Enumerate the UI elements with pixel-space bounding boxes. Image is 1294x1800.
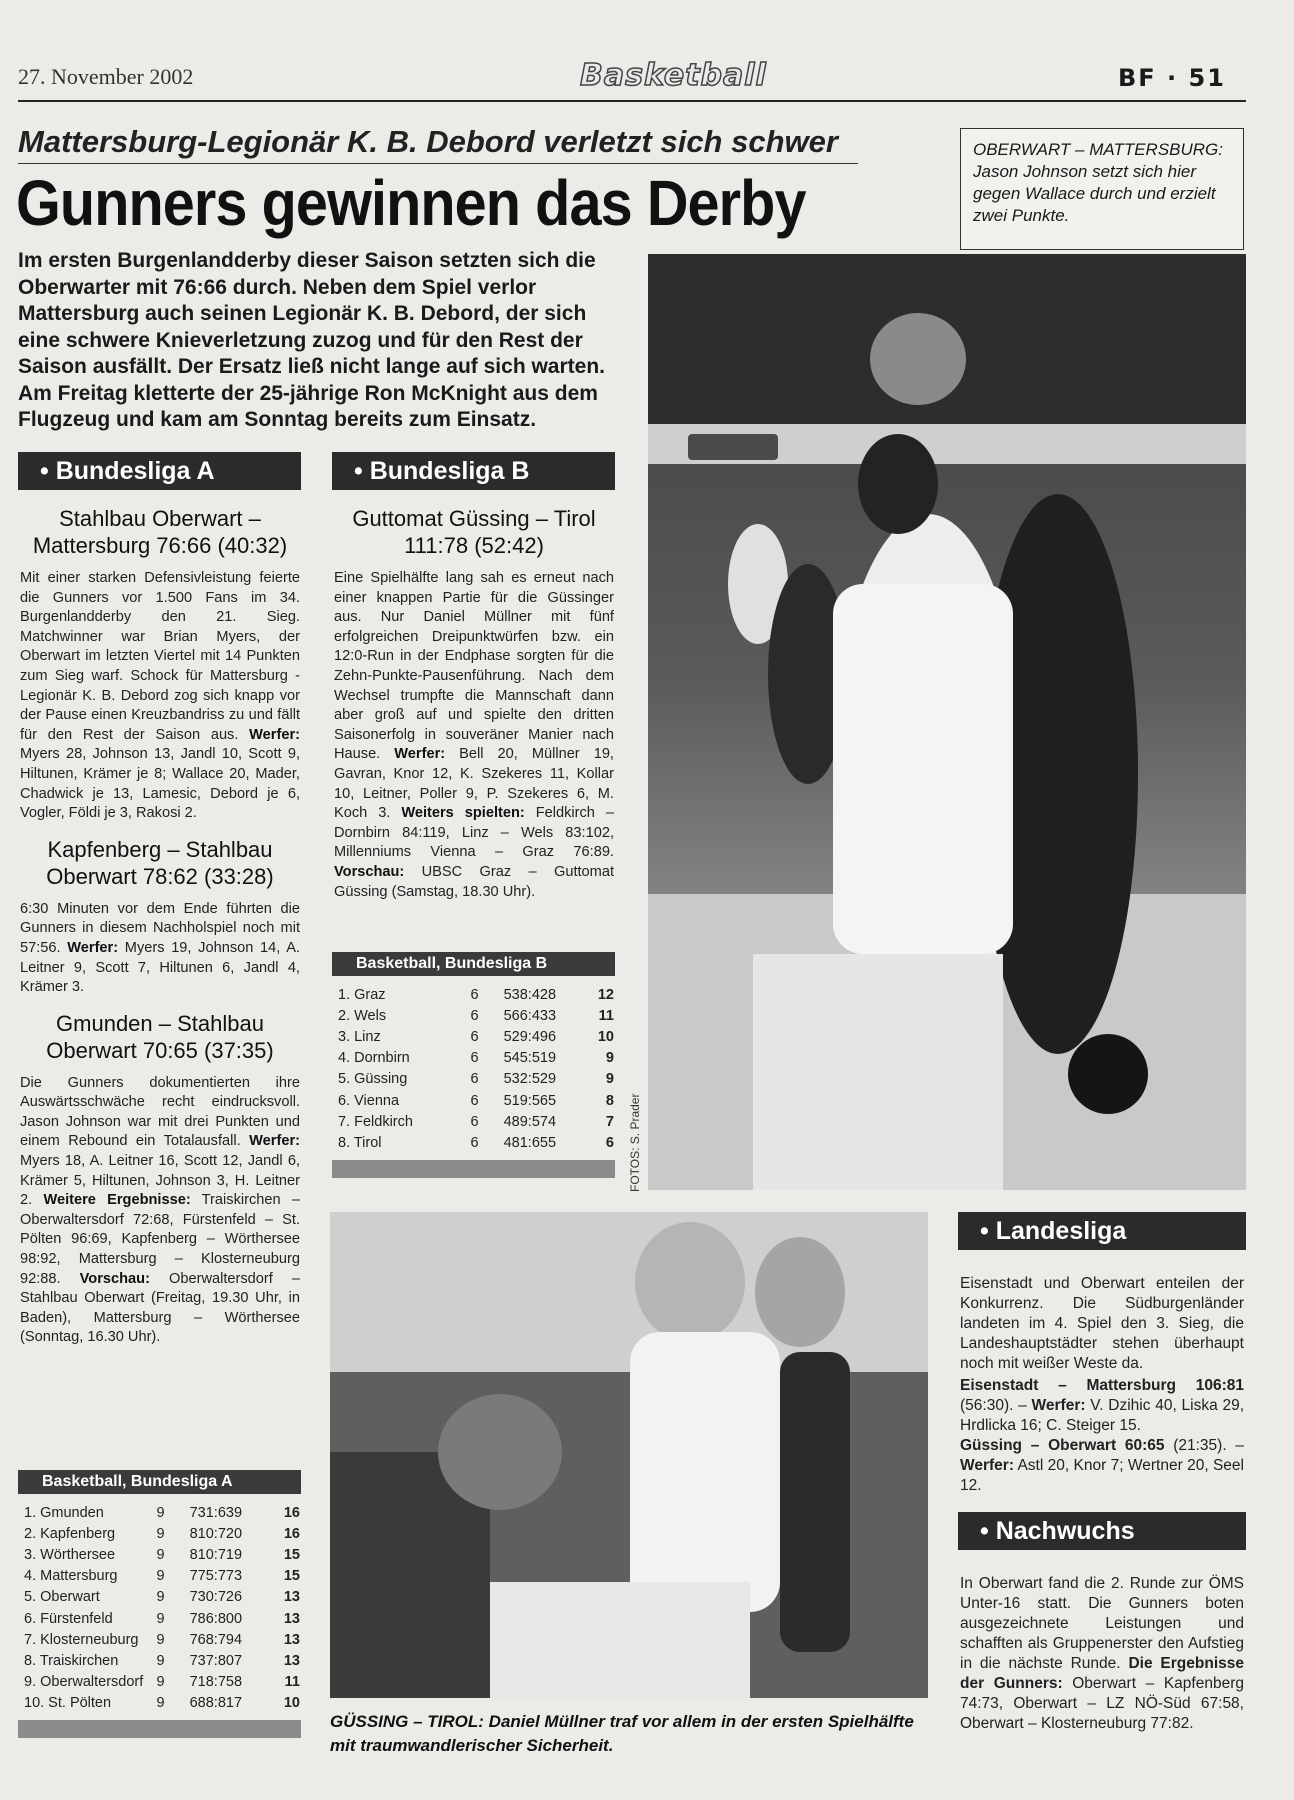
standings-point-ratio: 810:719 xyxy=(189,1546,243,1563)
standings-row xyxy=(24,1608,300,1629)
top-photo xyxy=(648,254,1246,1190)
game-title-line: Gmunden – Stahlbau xyxy=(56,1010,264,1036)
standings-games-played: 6 xyxy=(470,1134,479,1151)
bottom-photo-caption: GÜSSING – TIROL: Daniel Müllner traf vor allem in der ersten Spielhälfte mit traumwandlerischer Sicherheit. xyxy=(330,1712,914,1755)
game-title-line: Guttomat Güssing – Tirol xyxy=(352,506,596,531)
standings-games-played: 9 xyxy=(156,1504,165,1521)
standings-point-ratio: 566:433 xyxy=(503,1007,557,1024)
standings-point-ratio: 810:720 xyxy=(189,1525,243,1542)
result-score: (56:30). – xyxy=(960,1397,1032,1414)
standings-row xyxy=(338,1005,614,1026)
standings-points: 16 xyxy=(283,1504,300,1521)
scorers-text: Bell 20, Müllner 19, Gavran, Knor 12, K. Szekeres 11, Kollar 10, Leitner, Poller 9, P. Szekeres 6, M. Koch 3. xyxy=(334,746,614,822)
standings-games-played: 6 xyxy=(470,1050,479,1067)
scorers-text: Myers 18, A. Leitner 16, Scott 12, Jandl 6, Krämer 5, Hiltunen, Johnson 3, H. Leitner 2. xyxy=(20,1153,300,1209)
game-title-line: 111:78 (52:42) xyxy=(404,533,544,558)
standings-points: 15 xyxy=(283,1568,300,1585)
scorers-label: Werfer: xyxy=(67,939,119,956)
standings-point-ratio: 786:800 xyxy=(189,1610,243,1627)
game-title-line: Stahlbau Oberwart – xyxy=(59,506,261,531)
standings-row xyxy=(24,1544,300,1565)
game-title-gmunden-oberwart xyxy=(20,1010,300,1064)
standings-team-name: 5. Güssing xyxy=(338,1071,408,1088)
standings-points: 12 xyxy=(597,986,614,1003)
landesliga-text: Eisenstadt und Oberwart enteilen der Konkurrenz. Die Südburgenländer landeten im 4. Spiel den 3. Sieg, die Landeshauptstädter stehen überhaupt noch mit weißer Weste da. xyxy=(960,1275,1244,1372)
standings-row xyxy=(24,1629,300,1650)
game-report-text: Die Gunners dokumentierten ihre Auswärtsschwäche recht eindrucksvoll. Jason Johnson war mit drei Punkten und einem Rebound ein Totalausfall. xyxy=(20,1074,300,1150)
bottom-photo xyxy=(330,1212,928,1698)
standings-point-ratio: 545:519 xyxy=(503,1050,557,1067)
standings-point-ratio: 730:726 xyxy=(189,1589,243,1606)
standings-points: 10 xyxy=(283,1695,300,1712)
results-label: Die Ergebnisse der Gunners: xyxy=(960,1655,1244,1692)
game-report-text: Mit einer starken Defensivleistung feierte die Gunners vor 1.500 Fans im 34. Burgenlandderby den 21. Sieg. Matchwinner war Brian Myers, der Oberwart im letzten Viertel mit 14 Punkten zum Sieg warf. Schock für Mattersburg - Legionär K. B. Debord zog sich knapp vor der Pause einen Kreuzbandriss zu und fällt für den Rest der Saison aus. xyxy=(20,570,300,743)
standings-team-name: 1. Gmunden xyxy=(24,1504,104,1521)
game-report xyxy=(20,1074,300,1348)
standings-point-ratio: 718:758 xyxy=(189,1674,243,1691)
scorers-label: Werfer: xyxy=(1031,1397,1086,1414)
nachwuchs-report xyxy=(960,1574,1244,1734)
standings-point-ratio: 775:773 xyxy=(189,1568,243,1585)
article-lead: Im ersten Burgenlandderby dieser Saison setzten sich die Oberwarter mit 76:66 durch. Neben dem Spiel verlor Mattersburg auch seinen Legionär K. B. Debord, der sich eine schwere Knieverletzung zuzog und für den Rest der Saison ausfällt. Der Ersatz ließ nicht lange auf sich warten. Am Freitag kletterte der 25-jährige Ron McKnight aus dem Flugzeug und kam am Sonntag bereits zum Einsatz. xyxy=(18,249,605,431)
standings-team-name: 3. Linz xyxy=(338,1028,381,1045)
standings-row xyxy=(24,1693,300,1714)
standings-points: 13 xyxy=(283,1589,300,1606)
nachwuchs-text: In Oberwart fand die 2. Runde zur ÖMS Unter-16 statt. Die Gunners boten ausgezeichnete Leistungen und schafften als Gruppenerster den Aufstieg in die nächste Runde. xyxy=(960,1575,1244,1672)
standings-team-name: 4. Mattersburg xyxy=(24,1568,118,1585)
more-results-label: Weitere Ergebnisse: xyxy=(43,1192,191,1209)
section-title: Basketball xyxy=(580,58,767,93)
standings-row xyxy=(338,1069,614,1090)
standings-team-name: 6. Vienna xyxy=(338,1092,400,1109)
scorers-text: V. Dzihic 40, Liska 29, Hrdlicka 16; C. Steiger 15. xyxy=(960,1397,1244,1434)
result-score: (21:35). – xyxy=(1164,1437,1244,1454)
standings-games-played: 6 xyxy=(470,1113,479,1130)
standings-points: 9 xyxy=(605,1071,614,1088)
standings-row xyxy=(338,1026,614,1047)
standings-point-ratio: 532:529 xyxy=(503,1071,557,1088)
standings-games-played: 6 xyxy=(470,1007,479,1024)
standings-team-name: 10. St. Pölten xyxy=(24,1695,112,1712)
standings-points: 10 xyxy=(597,1028,614,1045)
scorers-label: Werfer: xyxy=(960,1457,1014,1474)
standings-footer-bar xyxy=(332,1160,615,1178)
standings-row xyxy=(338,1048,614,1069)
landesliga-report xyxy=(960,1274,1244,1496)
standings-games-played: 9 xyxy=(156,1589,165,1606)
standings-point-ratio: 737:807 xyxy=(189,1652,243,1669)
standings-points: 11 xyxy=(598,1007,614,1024)
top-photo-caption: OBERWART – MATTERSBURG: Jason Johnson setzt sich hier gegen Wallace durch und erzielt zwei Punkte. xyxy=(960,128,1244,250)
scorers-label: Werfer: xyxy=(394,746,446,763)
standings-row xyxy=(338,1132,614,1153)
game-title-line: Mattersburg 76:66 (40:32) xyxy=(32,533,288,558)
standings-point-ratio: 768:794 xyxy=(189,1631,243,1648)
standings-point-ratio: 731:639 xyxy=(189,1504,243,1521)
preview-text: UBSC Graz – Guttomat Güssing (Samstag, 18.30 Uhr). xyxy=(334,863,614,900)
game-report-text: 6:30 Minuten vor dem Ende führten die Gunners in diesem Nachholspiel noch mit 57:56. xyxy=(20,900,300,956)
standings-row xyxy=(24,1587,300,1608)
standings-team-name: 4. Dornbirn xyxy=(338,1050,410,1067)
landesliga-result-1 xyxy=(960,1376,1244,1436)
preview-label: Vorschau: xyxy=(334,863,405,880)
standings-games-played: 9 xyxy=(156,1610,165,1627)
more-results-label: Weiters spielten: xyxy=(401,805,525,822)
standings-title: Basketball, Bundesliga B xyxy=(332,952,615,976)
standings-row xyxy=(24,1523,300,1544)
standings-games-played: 9 xyxy=(156,1695,165,1712)
standings-team-name: 7. Feldkirch xyxy=(338,1113,413,1130)
standings-team-name: 9. Oberwaltersdorf xyxy=(24,1674,144,1691)
standings-bundesliga-a xyxy=(18,1470,301,1738)
game-title-oberwart-mattersburg xyxy=(20,505,300,559)
game-title-guessing-tirol xyxy=(334,505,614,559)
standings-point-ratio: 519:565 xyxy=(503,1092,557,1109)
results-text: Oberwart – Kapfenberg 74:73, Oberwart – LZ NÖ-Süd 67:58, Oberwart – Klosterneuburg 77:82. xyxy=(960,1675,1244,1732)
standings-bundesliga-b xyxy=(332,952,615,1178)
standings-team-name: 7. Klosterneuburg xyxy=(24,1631,139,1648)
game-title-line: Oberwart 78:62 (33:28) xyxy=(46,863,274,889)
standings-row xyxy=(24,1502,300,1523)
standings-points: 13 xyxy=(283,1610,300,1627)
preview-text: Oberwaltersdorf – Stahlbau Oberwart (Freitag, 19.30 Uhr, in Baden), Mattersburg – Wörthersee (Sonntag, 16.30 Uhr). xyxy=(20,1270,300,1346)
section-bar-bundesliga-a: • Bundesliga A xyxy=(18,452,301,490)
section-bar-bundesliga-b: • Bundesliga B xyxy=(332,452,615,490)
standings-games-played: 9 xyxy=(156,1568,165,1585)
section-bar-landesliga: • Landesliga xyxy=(958,1212,1246,1250)
game-report xyxy=(334,569,614,902)
column-bundesliga-a xyxy=(20,505,300,1348)
header-rule xyxy=(18,100,1246,102)
more-results-text: Traiskirchen – Oberwaltersdorf 72:68, Fürstenfeld – St. Pölten 96:69, Kapfenberg – Wörthersee 98:92, Mattersburg – Klosterneuburg 92:88. xyxy=(20,1192,300,1287)
standings-points: 15 xyxy=(283,1546,300,1563)
standings-points: 16 xyxy=(283,1525,300,1542)
issue-date: 27. November 2002 xyxy=(18,64,194,89)
preview-label: Vorschau: xyxy=(79,1270,150,1287)
standings-points: 13 xyxy=(283,1631,300,1648)
section-bar-nachwuchs: • Nachwuchs xyxy=(958,1512,1246,1550)
game-title-line: Oberwart 70:65 (37:35) xyxy=(46,1037,274,1063)
game-report xyxy=(20,569,300,824)
standings-games-played: 6 xyxy=(470,1028,479,1045)
standings-points: 11 xyxy=(284,1674,300,1691)
standings-points: 7 xyxy=(605,1113,614,1130)
standings-team-name: 2. Wels xyxy=(338,1007,387,1024)
standings-table xyxy=(24,1502,300,1714)
standings-team-name: 6. Fürstenfeld xyxy=(24,1610,113,1627)
standings-games-played: 6 xyxy=(470,986,479,1003)
standings-point-ratio: 529:496 xyxy=(503,1028,557,1045)
basketball-layup-photo xyxy=(330,1212,928,1698)
standings-table xyxy=(338,984,614,1154)
standings-row xyxy=(338,1111,614,1132)
game-title-kapfenberg-oberwart xyxy=(20,836,300,890)
standings-games-played: 9 xyxy=(156,1546,165,1563)
standings-games-played: 6 xyxy=(470,1071,479,1088)
standings-team-name: 8. Tirol xyxy=(338,1134,382,1151)
standings-games-played: 9 xyxy=(156,1525,165,1542)
standings-games-played: 9 xyxy=(156,1631,165,1648)
standings-points: 13 xyxy=(283,1652,300,1669)
standings-team-name: 3. Wörthersee xyxy=(24,1546,116,1563)
article-kicker: Mattersburg-Legionär K. B. Debord verletzt sich schwer xyxy=(18,124,838,159)
standings-point-ratio: 489:574 xyxy=(503,1113,557,1130)
standings-team-name: 2. Kapfenberg xyxy=(24,1525,116,1542)
more-results-text: Feldkirch – Dornbirn 84:119, Linz – Wels 83:102, Millenniums Vienna – Graz 76:89. xyxy=(334,805,614,861)
standings-points: 9 xyxy=(605,1050,614,1067)
game-report xyxy=(20,900,300,998)
article-headline: Gunners gewinnen das Derby xyxy=(16,167,806,239)
standings-team-name: 5. Oberwart xyxy=(24,1589,100,1606)
standings-row xyxy=(338,1090,614,1111)
standings-row xyxy=(24,1672,300,1693)
standings-team-name: 8. Traiskirchen xyxy=(24,1652,119,1669)
standings-games-played: 6 xyxy=(470,1092,479,1109)
result-label: Eisenstadt – Mattersburg 106:81 xyxy=(960,1377,1244,1394)
standings-row xyxy=(338,984,614,1005)
standings-team-name: 1. Graz xyxy=(338,986,386,1003)
standings-title: Basketball, Bundesliga A xyxy=(18,1470,301,1494)
standings-points: 8 xyxy=(605,1092,614,1109)
standings-point-ratio: 481:655 xyxy=(503,1134,557,1151)
standings-row xyxy=(24,1566,300,1587)
landesliga-result-2 xyxy=(960,1436,1244,1496)
standings-point-ratio: 538:428 xyxy=(503,986,557,1003)
game-report-text: Eine Spielhälfte lang sah es erneut nach einer knappen Partie für die Güssinger aus. Nur Daniel Müllner mit fünf erfolgreichen Dreipunktwürfen bzw. ein 12:0-Run in der Endphase sorgten für die Zehn-Punkte-Pausenführung. Nach dem Wechsel trumpfte die Mannschaft dann aber groß auf und spielte den dritten Saisonerfolg in souveräner Manier nach Hause. xyxy=(334,570,614,763)
standings-row xyxy=(24,1650,300,1671)
page-number: BF · 51 xyxy=(1118,64,1226,92)
scorers-label: Werfer: xyxy=(249,726,300,743)
result-label: Güssing – Oberwart 60:65 xyxy=(960,1437,1165,1454)
standings-point-ratio: 688:817 xyxy=(189,1695,243,1712)
scorers-text: Astl 20, Knor 7; Wertner 20, Seel 12. xyxy=(960,1457,1244,1494)
standings-games-played: 9 xyxy=(156,1674,165,1691)
kicker-rule xyxy=(18,163,858,164)
scorers-text: Myers 19, Johnson 14, A. Leitner 9, Scott 7, Hiltunen 6, Jandl 4, Krämer 3. xyxy=(20,939,300,996)
column-bundesliga-b xyxy=(334,505,614,902)
scorers-text: Myers 28, Johnson 13, Jandl 10, Scott 9, Hiltunen, Krämer je 8; Wallace 20, Mader, Chadwick je 13, Lamesic, Debord je 6, Vogler, Földi je 3, Rakosi 2. xyxy=(20,746,300,822)
standings-footer-bar xyxy=(18,1720,301,1738)
scorers-label: Werfer: xyxy=(249,1133,300,1150)
photo-credit: FOTOS: S. Prader xyxy=(628,1093,642,1192)
game-title-line: Kapfenberg – Stahlbau xyxy=(47,836,273,862)
basketball-action-photo xyxy=(648,254,1246,1190)
standings-games-played: 9 xyxy=(156,1652,165,1669)
standings-points: 6 xyxy=(605,1134,614,1151)
